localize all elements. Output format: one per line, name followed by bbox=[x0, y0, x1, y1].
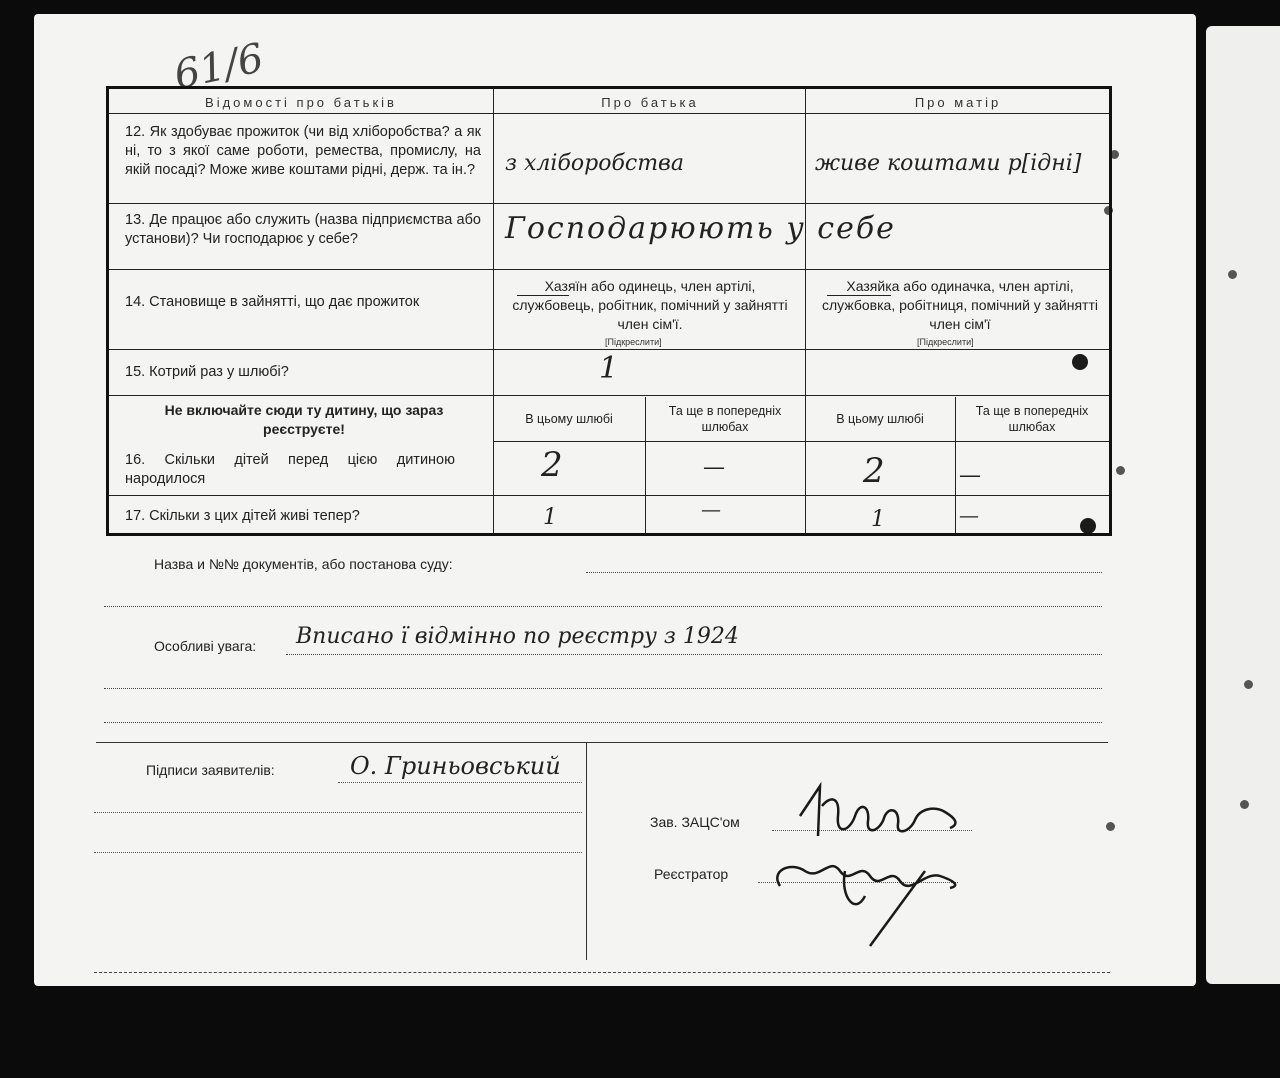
remarks-line-3 bbox=[104, 722, 1102, 723]
question-14: 14. Становище в зайнятті, що дає прожиток bbox=[125, 294, 420, 310]
header-father: Про батька bbox=[601, 95, 699, 110]
mother-underline-note: [Підкреслити] bbox=[917, 337, 974, 347]
applicant-signature-line bbox=[338, 782, 582, 783]
page-bottom-edge bbox=[94, 972, 1110, 973]
signature-section-divider bbox=[96, 742, 1108, 743]
header-mother: Про матір bbox=[914, 95, 1002, 110]
documents-line bbox=[586, 572, 1102, 573]
mother-livelihood: живе коштами р[ідні] bbox=[815, 151, 1082, 176]
parents-info-table bbox=[106, 86, 1112, 536]
father-children-alive-prev: — bbox=[701, 497, 721, 521]
father-prev-marriage-header: Та ще в попередніх шлюбах bbox=[668, 404, 782, 434]
head-label: Зав. ЗАЦС'ом bbox=[650, 814, 740, 830]
remarks-line-2 bbox=[104, 688, 1102, 689]
mother-occupation-options: Хазяйка або одиначка, член артілі, службовка, робітниця, помічний у зайнятті член сім'ї bbox=[822, 278, 1098, 332]
adjacent-page bbox=[1206, 26, 1280, 984]
father-this-marriage-header: В цьому шлюбі bbox=[525, 412, 613, 426]
father-marriage-count: 1 bbox=[599, 351, 619, 386]
question-12: 12. Як здобуває прожиток (чи від хліборобства? а як ні, то з якої саме роботи, ремества, промислу, на якій посаді? Може живе коштами рідні, держ. та ін.? bbox=[125, 124, 481, 178]
mother-prev-marriage-header: Та ще в попередніх шлюбах bbox=[975, 404, 1089, 434]
mother-this-marriage-header: В цьому шлюбі bbox=[836, 412, 924, 426]
father-children-alive: 1 bbox=[543, 505, 557, 530]
remarks-line bbox=[286, 654, 1102, 655]
applicant-signature: О. Гриньовський bbox=[350, 752, 561, 780]
mother-children-born-prev: — bbox=[959, 463, 981, 488]
applicant-signature-line-2 bbox=[94, 812, 582, 813]
workplace-answer: Господарюють у себе bbox=[505, 211, 896, 246]
father-occupation-options: Хазяїн або одинець, член артілі, службовець, робітник, помічний у зайнятті член сім'ї. bbox=[512, 278, 788, 332]
father-underline-mark bbox=[517, 295, 569, 296]
header-parents-info: Відомості про батьків bbox=[205, 95, 397, 110]
documents-line-2 bbox=[104, 606, 1102, 607]
corner-note: 61/6 bbox=[170, 35, 268, 99]
binding-hole bbox=[1116, 466, 1125, 475]
applicants-label: Підписи заявителів: bbox=[146, 762, 275, 778]
father-livelihood: з хліборобства bbox=[505, 151, 684, 176]
question-15: 15. Котрий раз у шлюбі? bbox=[125, 364, 289, 380]
exclude-child-note: Не включайте сюди ту дитину, що зараз реєструєте! bbox=[164, 402, 444, 437]
father-children-born-prev: — bbox=[703, 455, 725, 480]
mother-children-alive: 1 bbox=[871, 507, 885, 532]
father-children-born: 2 bbox=[541, 445, 563, 485]
binding-hole bbox=[1228, 270, 1237, 279]
father-underline-note: [Підкреслити] bbox=[605, 337, 662, 347]
remarks-label: Особливі увага: bbox=[154, 638, 257, 654]
binding-hole bbox=[1244, 680, 1253, 689]
signature-column-divider bbox=[586, 742, 587, 960]
question-17: 17. Скільки з цих дітей живі тепер? bbox=[125, 508, 360, 524]
question-13: 13. Де працює або служить (назва підприємства або установи)? Чи господарює у себе? bbox=[125, 212, 481, 247]
binding-hole bbox=[1240, 800, 1249, 809]
remarks-value: Вписано ї відмінно по реєстру з 1924 bbox=[296, 624, 739, 649]
question-16: 16. Скільки дітей перед цією дитиною народилося bbox=[125, 452, 455, 487]
head-signature bbox=[760, 776, 980, 956]
registrar-label: Реєстратор bbox=[654, 866, 729, 882]
applicant-signature-line-3 bbox=[94, 852, 582, 853]
mother-underline-mark bbox=[827, 295, 891, 296]
documents-label: Назва и №№ документів, або постанова суду: bbox=[154, 556, 453, 572]
mother-children-born: 2 bbox=[863, 451, 885, 491]
binding-hole bbox=[1106, 822, 1115, 831]
mother-children-alive-prev: — bbox=[959, 503, 979, 527]
